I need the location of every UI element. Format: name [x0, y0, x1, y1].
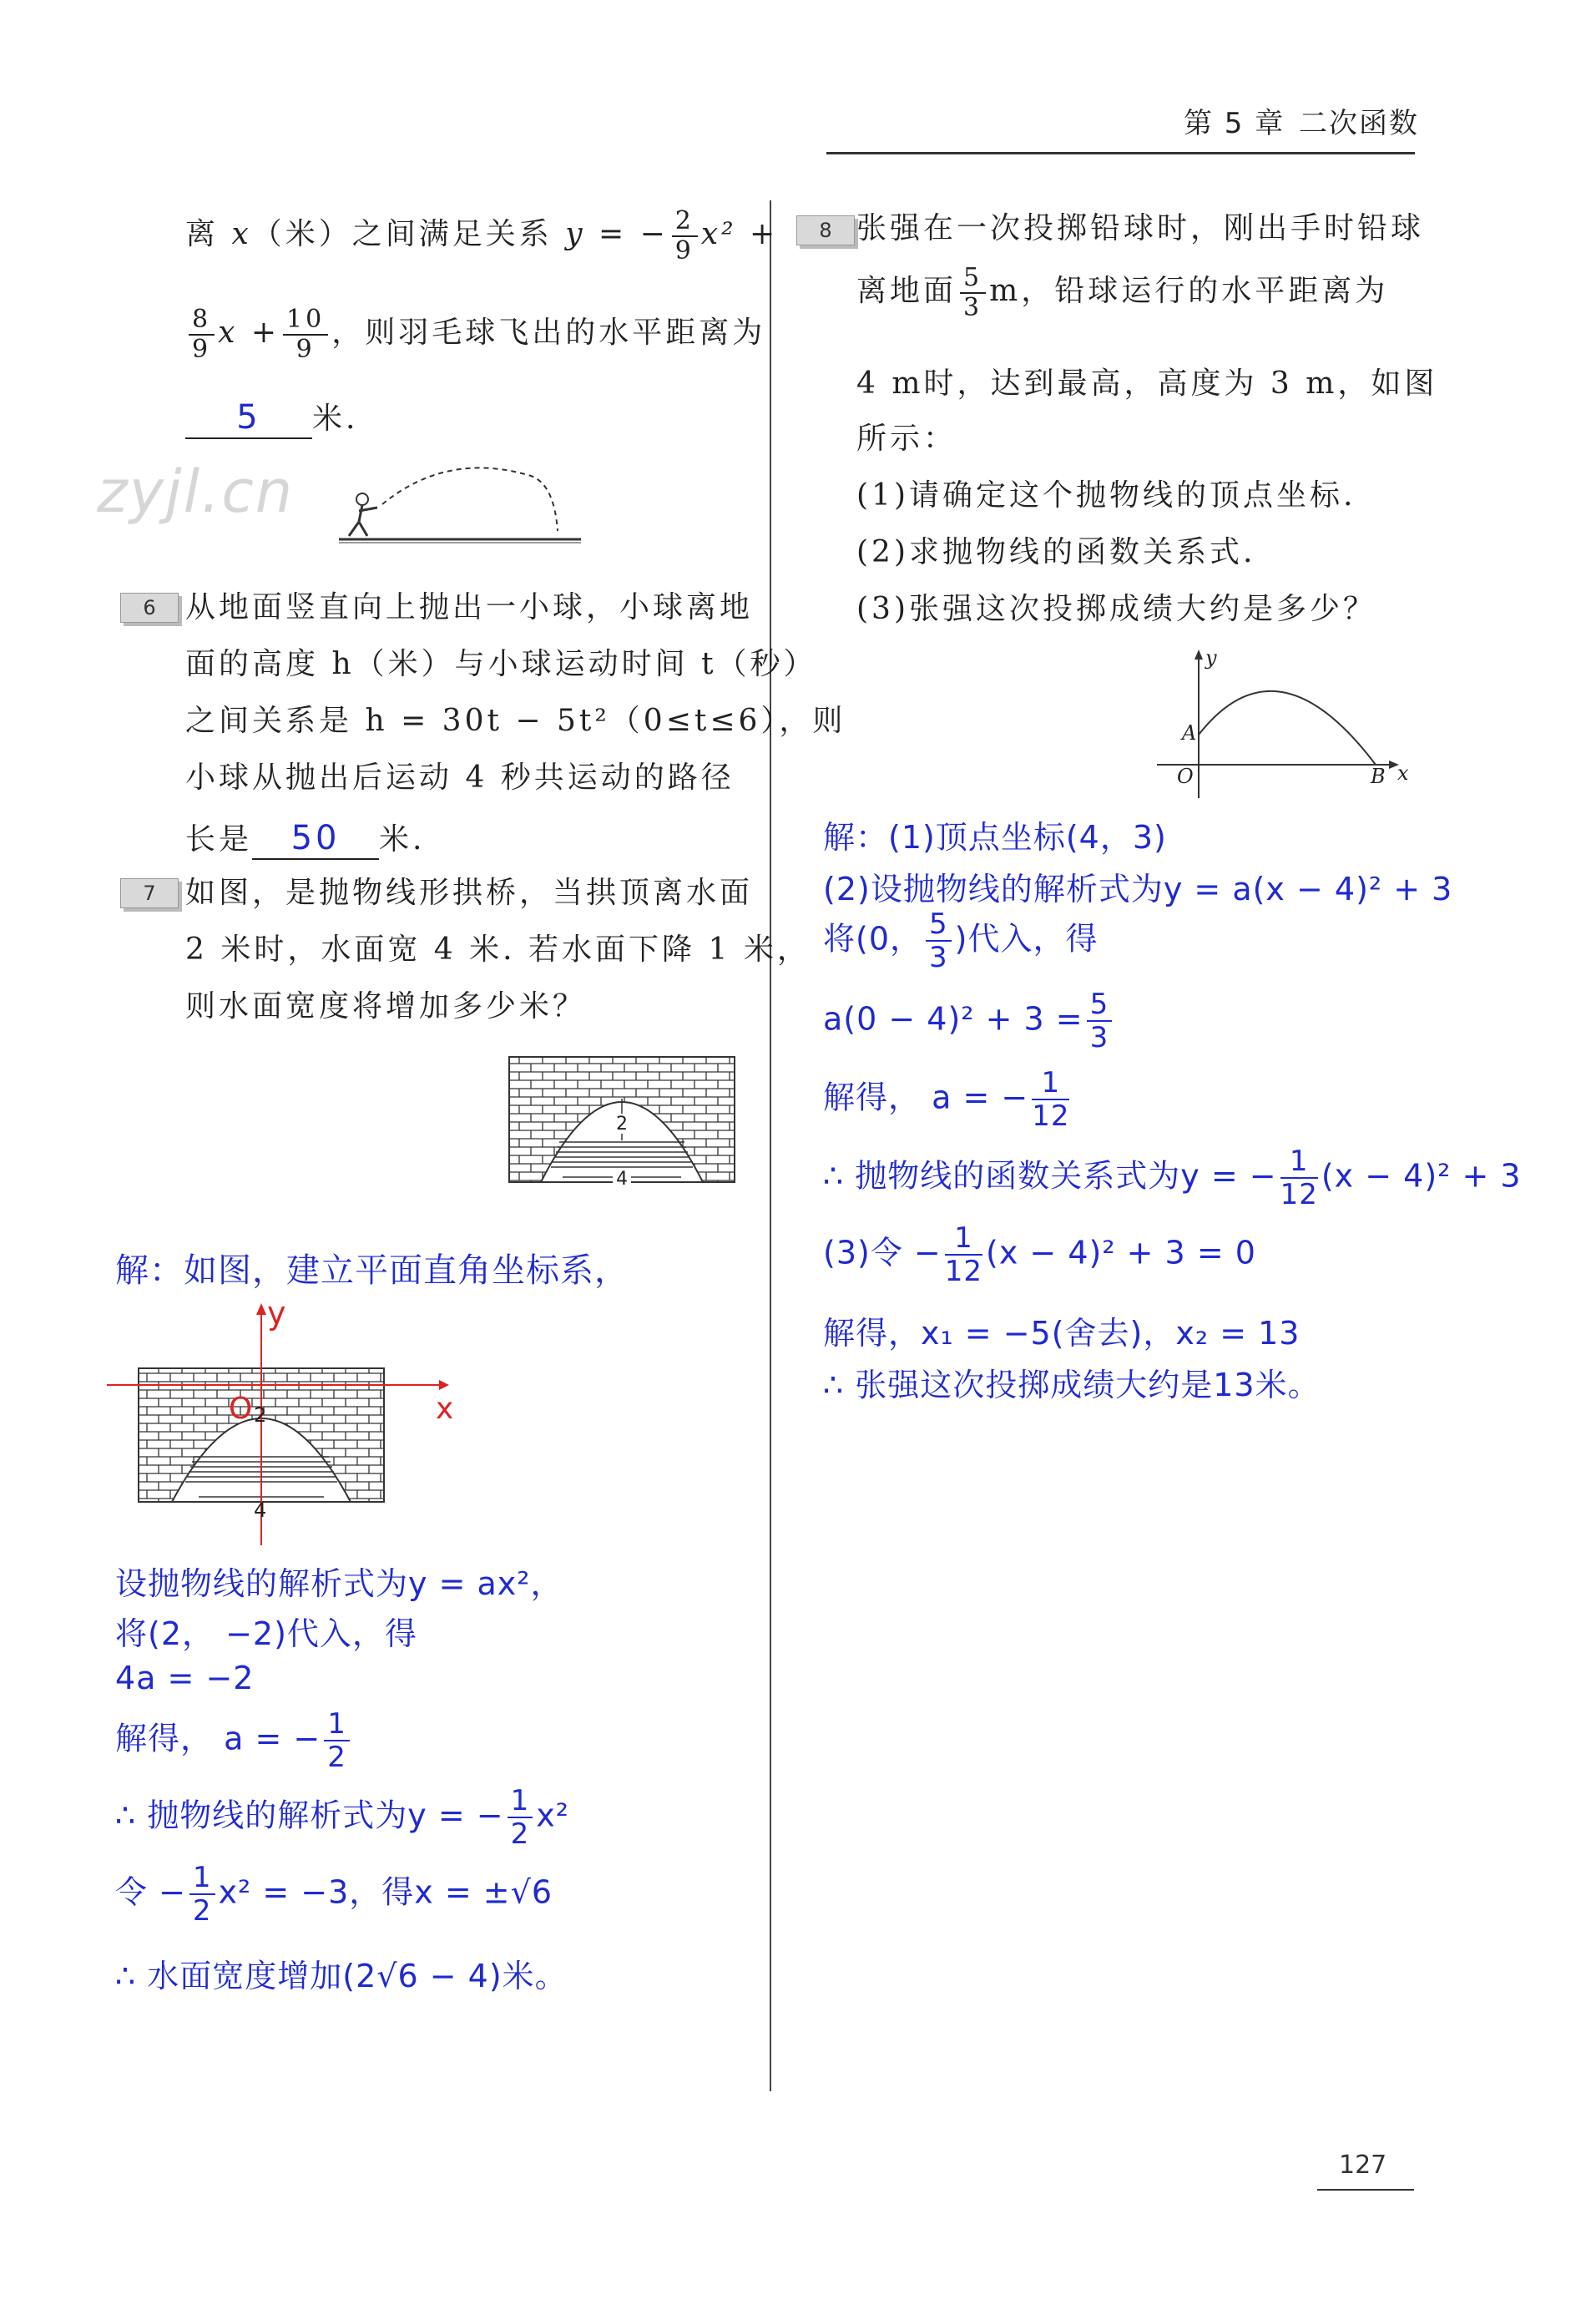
- q5-frac-10-9: $\frac{10}{9}$: [283, 307, 328, 362]
- q8-sol-s5: 解得， a = − $\frac{1}{12}$: [823, 1066, 1070, 1133]
- q8-sol-s3: 将(0， $\frac{5}{3}$ )代入，得: [823, 907, 1099, 974]
- q6-line5: 长是 50 米.: [185, 818, 425, 860]
- q7-line1: 如图，是抛物线形拱桥，当拱顶离水面: [185, 876, 754, 910]
- page-number: 127: [1339, 2151, 1387, 2180]
- q8-sub3: (3)张强这次投掷成绩大约是多少？: [856, 592, 1376, 626]
- q7-sol-s6: 令 − $\frac{1}{2}$ x² = −3，得x = ±√6: [115, 1861, 553, 1928]
- q8-line1: 张强在一次投掷铅球时，刚出手时铅球: [856, 211, 1425, 245]
- q7-sol-frac-3: $\frac{1}{2}$: [189, 1863, 215, 1925]
- q5-line3: 5 米.: [185, 397, 358, 439]
- q7-fig-label-2: 2: [616, 1114, 628, 1135]
- q8-badge: 8: [796, 215, 855, 245]
- q8-sol-s2: (2)设抛物线的解析式为y = a(x − 4)² + 3: [823, 871, 1453, 907]
- q5-line2: $\frac{8}{9}$ x + $\frac{10}{9}$ ，则羽毛球飞出的水平距离为: [185, 307, 765, 362]
- q8-line3: 4 m时，达到最高，高度为 3 m，如图: [856, 366, 1438, 401]
- badminton-figure: [331, 459, 598, 551]
- q8-sol-frac-1-12-a: $\frac{1}{12}$: [1032, 1066, 1070, 1133]
- q5-frac-2-9: $\frac{2}{9}$: [672, 209, 698, 264]
- q7-sol-s2: 将(2， −2)代入，得: [115, 1615, 417, 1652]
- q6-line2: 面的高度 h（米）与小球运动时间 t（秒）: [185, 647, 817, 681]
- q7-sol-intro: 解：如图，建立平面直角坐标系，: [115, 1251, 629, 1290]
- q8-fig-O: O: [1177, 765, 1194, 788]
- q5-line1: 离 x（米）之间满足关系 y = − $\frac{2}{9}$ x² +: [185, 206, 779, 265]
- chapter-title: 二次函数: [1299, 107, 1419, 140]
- q7-fig-label-4: 4: [616, 1169, 628, 1190]
- q7-sol-s7: ∴ 水面宽度增加(2√6 − 4)米。: [115, 1958, 568, 1994]
- q8-sol-frac-1-12-b: $\frac{1}{12}$: [1280, 1145, 1318, 1211]
- q7-sol-frac-2: $\frac{1}{2}$: [508, 1787, 533, 1848]
- q8-sol-s1: 解：(1)顶点坐标(4，3): [823, 819, 1167, 856]
- q7-sol-axis-y: y: [267, 1295, 286, 1332]
- q6-line1: 从地面竖直向上抛出一小球，小球离地: [185, 590, 754, 624]
- q8-sol-s7: (3)令 − $\frac{1}{12}$ (x − 4)² + 3 = 0: [823, 1221, 1256, 1288]
- q7-sol-s1: 设抛物线的解析式为y = ax²，: [115, 1565, 563, 1602]
- q8-figure: [1152, 643, 1419, 801]
- q8-sol-s4: a(0 − 4)² + 3 = $\frac{5}{3}$: [823, 990, 1115, 1052]
- q8-fig-x: x: [1397, 761, 1409, 785]
- q5-answer: 5: [185, 397, 312, 439]
- q8-fig-B: B: [1371, 765, 1386, 788]
- q7-line2: 2 米时，水面宽 4 米. 若水面下降 1 米，: [185, 933, 811, 967]
- q7-sol-axis-x: x: [436, 1392, 454, 1426]
- q7-sol-origin: O: [229, 1392, 253, 1426]
- q7-bridge-figure: [508, 1055, 736, 1190]
- q8-sol-frac-5-3-a: $\frac{5}{3}$: [926, 910, 952, 972]
- q8-sol-frac-5-3-b: $\frac{5}{3}$: [1087, 990, 1113, 1052]
- q8-sub2: (2)求抛物线的函数关系式.: [856, 535, 1256, 569]
- q8-line2: 离地面 $\frac{5}{3}$ m，铅球运行的水平距离为: [856, 263, 1389, 322]
- q7-sol-fig-label-4: 4: [254, 1499, 267, 1522]
- q8-sol-s9: ∴ 张强这次投掷成绩大约是13米。: [823, 1367, 1321, 1403]
- q8-fig-y: y: [1205, 646, 1217, 670]
- q6-answer: 50: [252, 818, 379, 860]
- q7-sol-frac-1: $\frac{1}{2}$: [324, 1710, 350, 1772]
- q6-line4: 小球从抛出后运动 4 秒共运动的路径: [185, 761, 735, 795]
- page-number-rule: [1317, 2189, 1414, 2191]
- q7-sol-s4: 解得， a = − $\frac{1}{2}$: [115, 1710, 353, 1772]
- q8-sol-s8: 解得，x₁ = −5(舍去)，x₂ = 13: [823, 1315, 1301, 1352]
- q7-badge: 7: [120, 878, 179, 908]
- q8-line4: 所示：: [856, 422, 957, 456]
- q8-fig-A: A: [1182, 721, 1197, 745]
- q8-frac-5-3: $\frac{5}{3}$: [960, 265, 986, 321]
- q6-line3: 之间关系是 h = 30t − 5t²（0≤t≤6），则: [185, 704, 846, 738]
- q5-frac-8-9: $\frac{8}{9}$: [189, 307, 215, 362]
- q7-sol-s5: ∴ 抛物线的解析式为y = − $\frac{1}{2}$ x²: [115, 1784, 569, 1851]
- column-divider: [770, 200, 771, 2091]
- q7-sol-fig-label-2: 2: [254, 1403, 267, 1427]
- q8-sol-frac-1-12-c: $\frac{1}{12}$: [944, 1221, 983, 1288]
- q6-badge: 6: [120, 593, 179, 623]
- chapter-label: 第 5 章: [1184, 107, 1285, 140]
- q7-line3: 则水面宽度将增加多少米？: [185, 989, 587, 1024]
- watermark: zyjl.cn: [97, 457, 295, 526]
- q7-sol-s3: 4a = −2: [115, 1660, 255, 1696]
- q8-sub1: (1)请确定这个抛物线的顶点坐标.: [856, 478, 1356, 513]
- q7-sol-figure: [100, 1295, 467, 1549]
- q8-sol-s6: ∴ 抛物线的函数关系式为y = − $\frac{1}{12}$ (x − 4)² + 3: [823, 1145, 1522, 1211]
- header-rule: [826, 152, 1415, 154]
